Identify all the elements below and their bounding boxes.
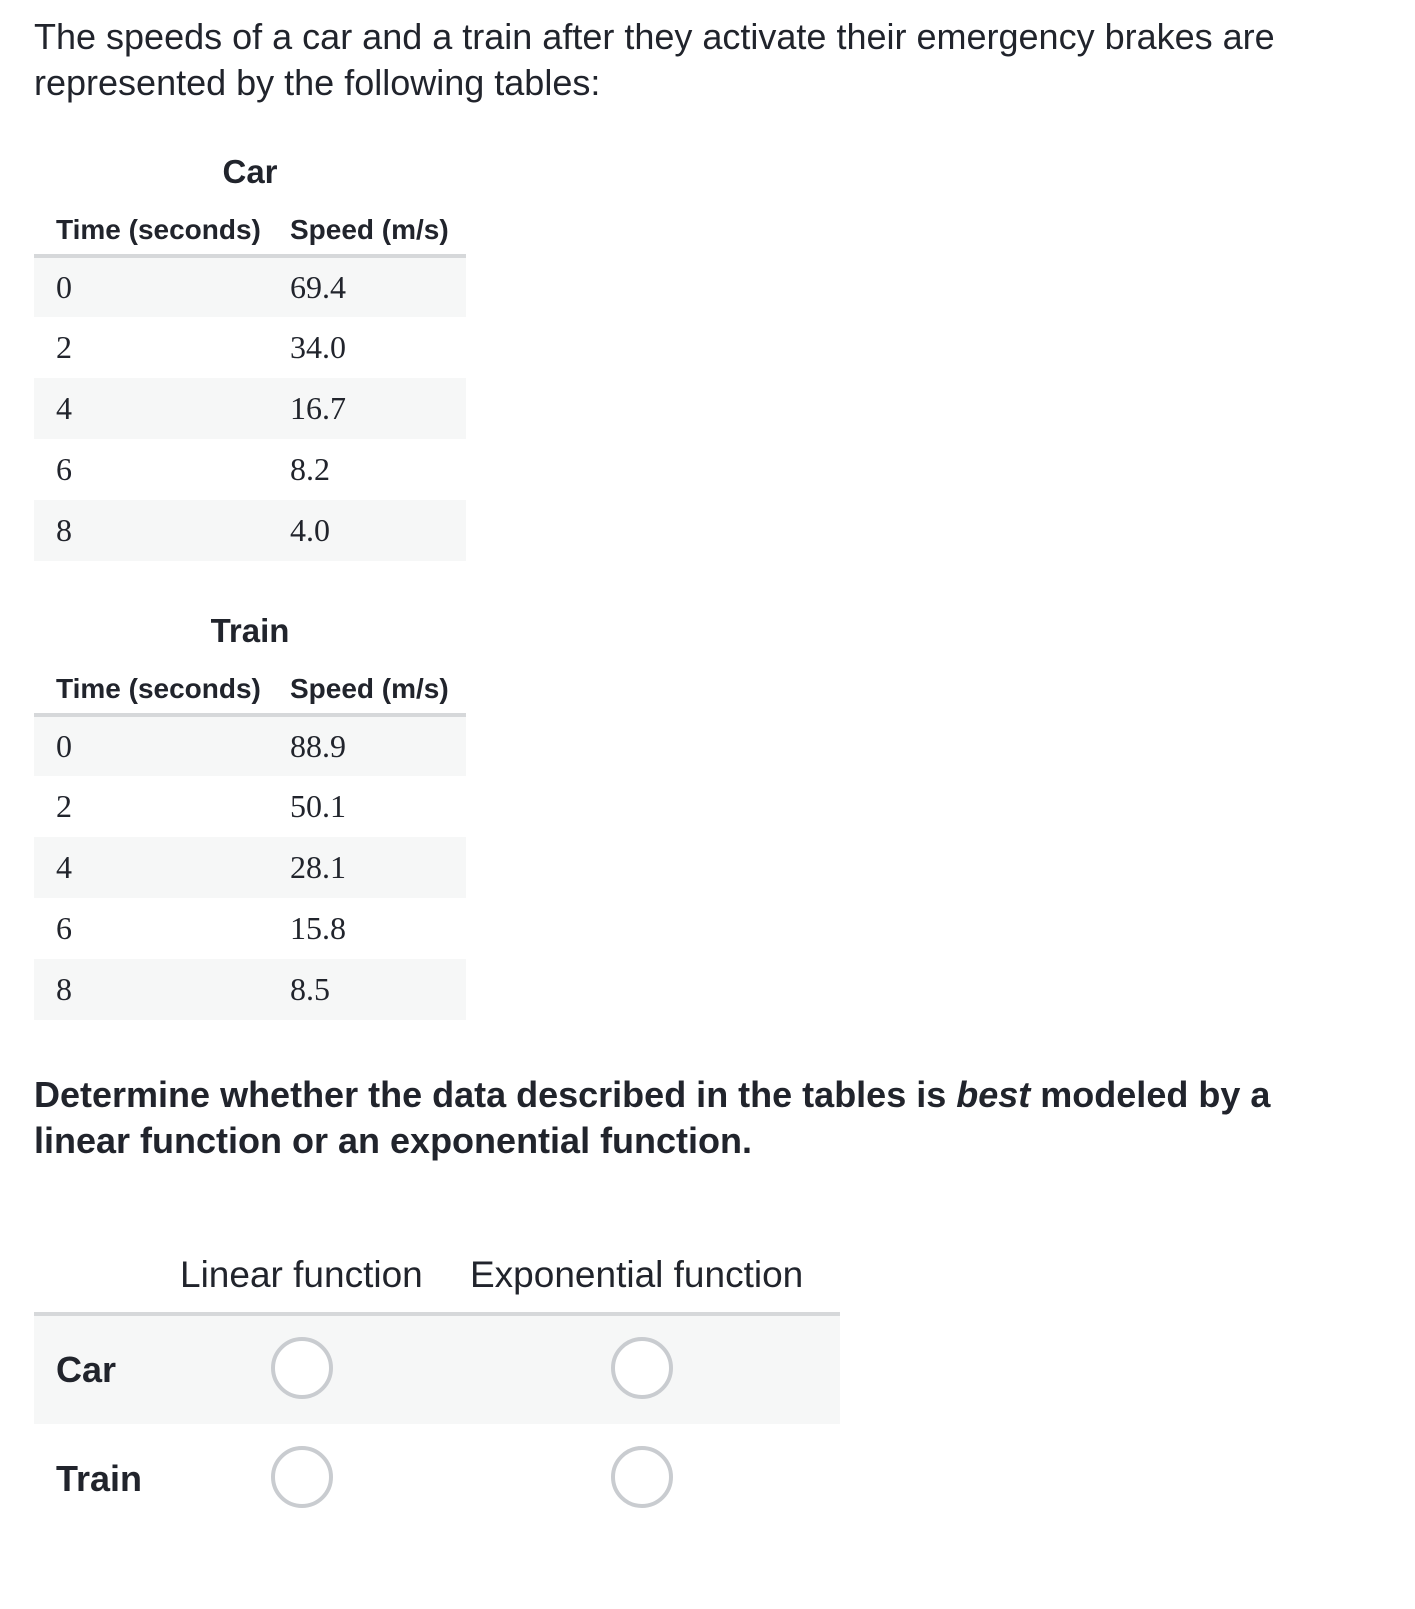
train-exponential-radio[interactable] [611, 1446, 673, 1508]
table-row [34, 317, 466, 378]
train-exponential-cell [442, 1424, 840, 1534]
time-cell: 8 [34, 959, 268, 1020]
car-linear-cell [164, 1314, 442, 1424]
time-cell: 4 [34, 378, 268, 439]
speed-cell: 4.0 [268, 500, 466, 561]
choice-row-label: Car [34, 1314, 164, 1424]
table-row [34, 898, 466, 959]
table-row [34, 256, 466, 317]
speed-cell: 34.0 [290, 329, 346, 365]
question-prompt [34, 1072, 1374, 1164]
choice-row-car [34, 1314, 840, 1424]
speed-cell: 15.8 [290, 910, 346, 946]
question-text-start: Determine whether the data described in the tables is [34, 1074, 957, 1115]
speed-cell: 8.2 [290, 451, 330, 487]
car-exponential-cell [442, 1314, 840, 1424]
exponential-function-header: Exponential function [442, 1238, 840, 1314]
time-cell: 8 [34, 500, 268, 561]
intro-text: The speeds of a car and a train after they activate their emergency brakes are represented by the following tables: [34, 16, 1275, 103]
train-table [34, 609, 466, 1020]
train-speed-header: Speed (m/s) [268, 665, 466, 715]
car-table [34, 150, 466, 561]
linear-function-header: Linear function [164, 1238, 442, 1314]
table-row [34, 959, 466, 1020]
table-row [34, 776, 466, 837]
question-emphasis: best [956, 1074, 1031, 1115]
train-time-header: Time (seconds) [34, 665, 268, 715]
table-row [34, 715, 466, 776]
table-row [34, 378, 466, 439]
empty-header-cell [34, 1238, 164, 1314]
car-table-caption: Car [222, 153, 278, 190]
speed-cell: 88.9 [268, 715, 466, 776]
time-cell: 6 [56, 451, 72, 487]
car-linear-radio[interactable] [271, 1337, 333, 1399]
table-row [34, 439, 466, 500]
choice-row-label: Train [56, 1458, 143, 1499]
time-cell: 2 [56, 788, 72, 824]
car-speed-header: Speed (m/s) [268, 206, 466, 256]
table-row [34, 500, 466, 561]
speed-cell: 50.1 [290, 788, 346, 824]
question-text-end: modeled by a linear function or an exponential function. [34, 1074, 1271, 1161]
answer-choice-table [34, 1238, 840, 1534]
time-cell: 4 [34, 837, 268, 898]
car-time-header: Time (seconds) [34, 206, 268, 256]
time-cell: 0 [34, 256, 268, 317]
train-linear-radio[interactable] [271, 1446, 333, 1508]
speed-cell: 28.1 [268, 837, 466, 898]
time-cell: 0 [34, 715, 268, 776]
speed-cell: 16.7 [268, 378, 466, 439]
train-table-caption: Train [210, 612, 290, 649]
time-cell: 6 [56, 910, 72, 946]
choice-row-train [34, 1424, 840, 1534]
car-exponential-radio[interactable] [611, 1337, 673, 1399]
train-linear-cell [164, 1424, 442, 1534]
time-cell: 2 [56, 329, 72, 365]
speed-cell: 69.4 [268, 256, 466, 317]
speed-cell: 8.5 [268, 959, 466, 1020]
table-row [34, 837, 466, 898]
